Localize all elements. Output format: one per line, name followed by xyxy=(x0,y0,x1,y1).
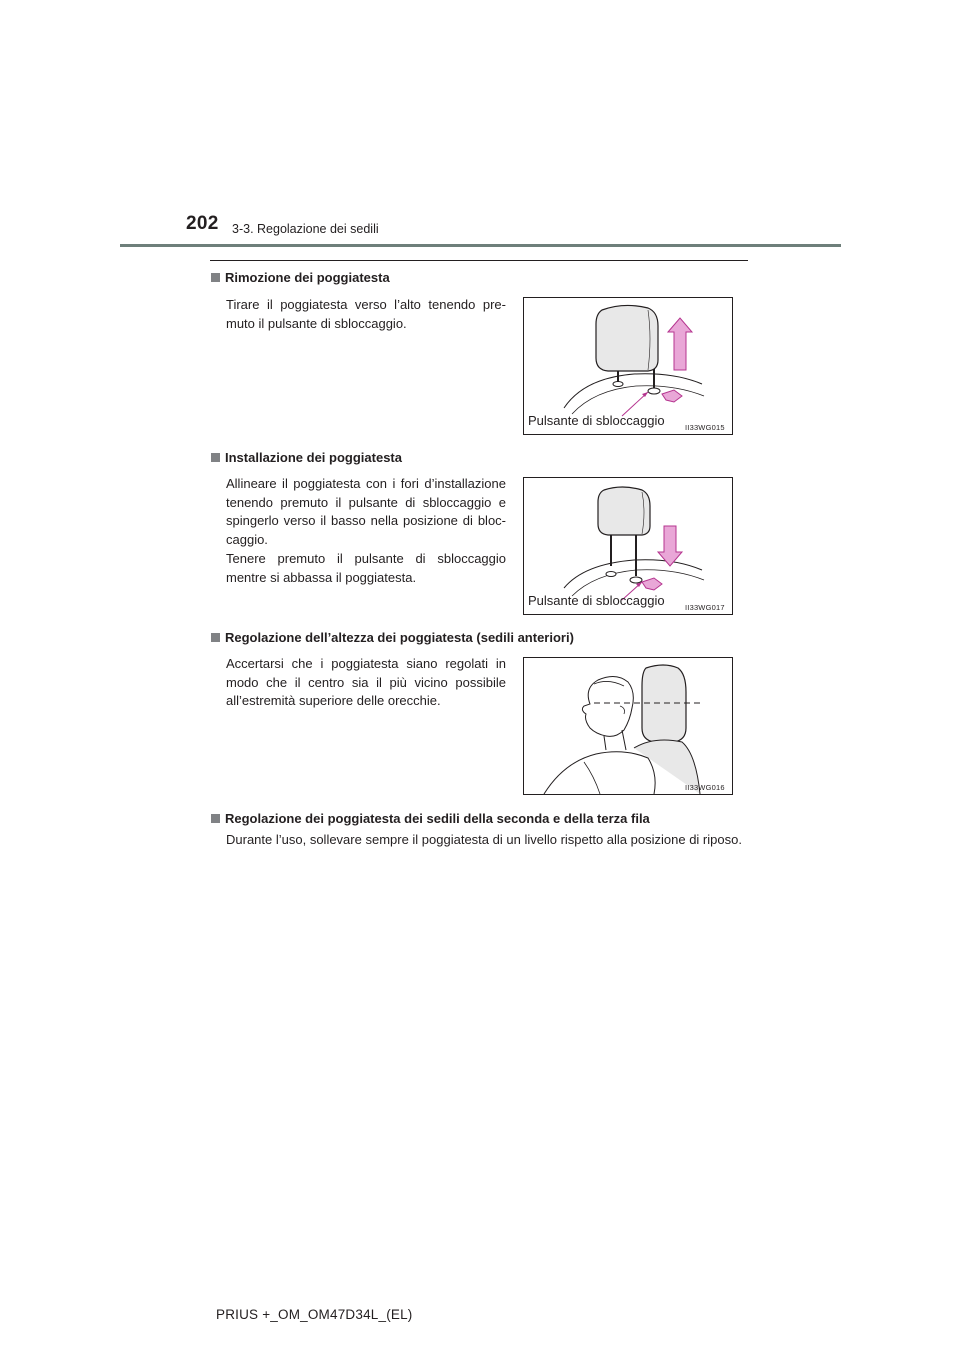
paragraph: Durante l’uso, sollevare sempre il poggiatesta di un livello rispetto alla posizione di riposo. xyxy=(226,832,742,847)
heading-text: Installazione dei poggiatesta xyxy=(225,450,402,465)
paragraph: Accertarsi che i poggiatesta siano regolati in modo che il centro sia il più vicino possibile all’estremità superiore delle orecchie. xyxy=(226,656,506,708)
bullet-square-icon xyxy=(211,453,220,462)
release-button-label: Pulsante di sbloccaggio xyxy=(528,593,665,608)
figure-code: II33WG017 xyxy=(685,603,725,612)
bullet-square-icon xyxy=(211,633,220,642)
section-heading-installation xyxy=(211,450,402,465)
figure-code: II33WG015 xyxy=(685,423,725,432)
head-position-illustration xyxy=(524,658,732,794)
figure-headrest-installation xyxy=(523,477,733,615)
section-heading-removal xyxy=(211,270,390,285)
section-rule xyxy=(210,260,748,261)
chapter-title: 3-3. Regolazione dei sedili xyxy=(232,222,379,236)
paragraph: Tenere premuto il pulsante di sbloccaggio mentre si abbassa il poggiatesta. xyxy=(226,551,506,585)
page-number: 202 xyxy=(186,213,219,234)
heading-text: Rimozione dei poggiatesta xyxy=(225,270,390,285)
paragraph: Allineare il poggiatesta con i fori d’installazione tenendo premuto il pulsante di sbloccaggio e spingerlo verso il basso nella posizione di bloc-caggio. xyxy=(226,476,506,547)
section-heading-rear-seats xyxy=(211,811,650,826)
figure-code: II33WG016 xyxy=(685,783,725,792)
header-rule xyxy=(120,244,841,247)
bullet-square-icon xyxy=(211,273,220,282)
paragraph: Tirare il poggiatesta verso l’alto tenendo pre-muto il pulsante di sbloccaggio. xyxy=(226,297,506,331)
heading-text: Regolazione dei poggiatesta dei sedili della seconda e della terza fila xyxy=(225,811,650,826)
release-button-label: Pulsante di sbloccaggio xyxy=(528,413,665,428)
figure-headrest-height xyxy=(523,657,733,795)
document-code: PRIUS +_OM_OM47D34L_(EL) xyxy=(216,1307,413,1322)
bullet-square-icon xyxy=(211,814,220,823)
figure-headrest-removal xyxy=(523,297,733,435)
section-heading-height-adjustment xyxy=(211,630,574,645)
heading-text: Regolazione dell’altezza dei poggiatesta (sedili anteriori) xyxy=(225,630,574,645)
